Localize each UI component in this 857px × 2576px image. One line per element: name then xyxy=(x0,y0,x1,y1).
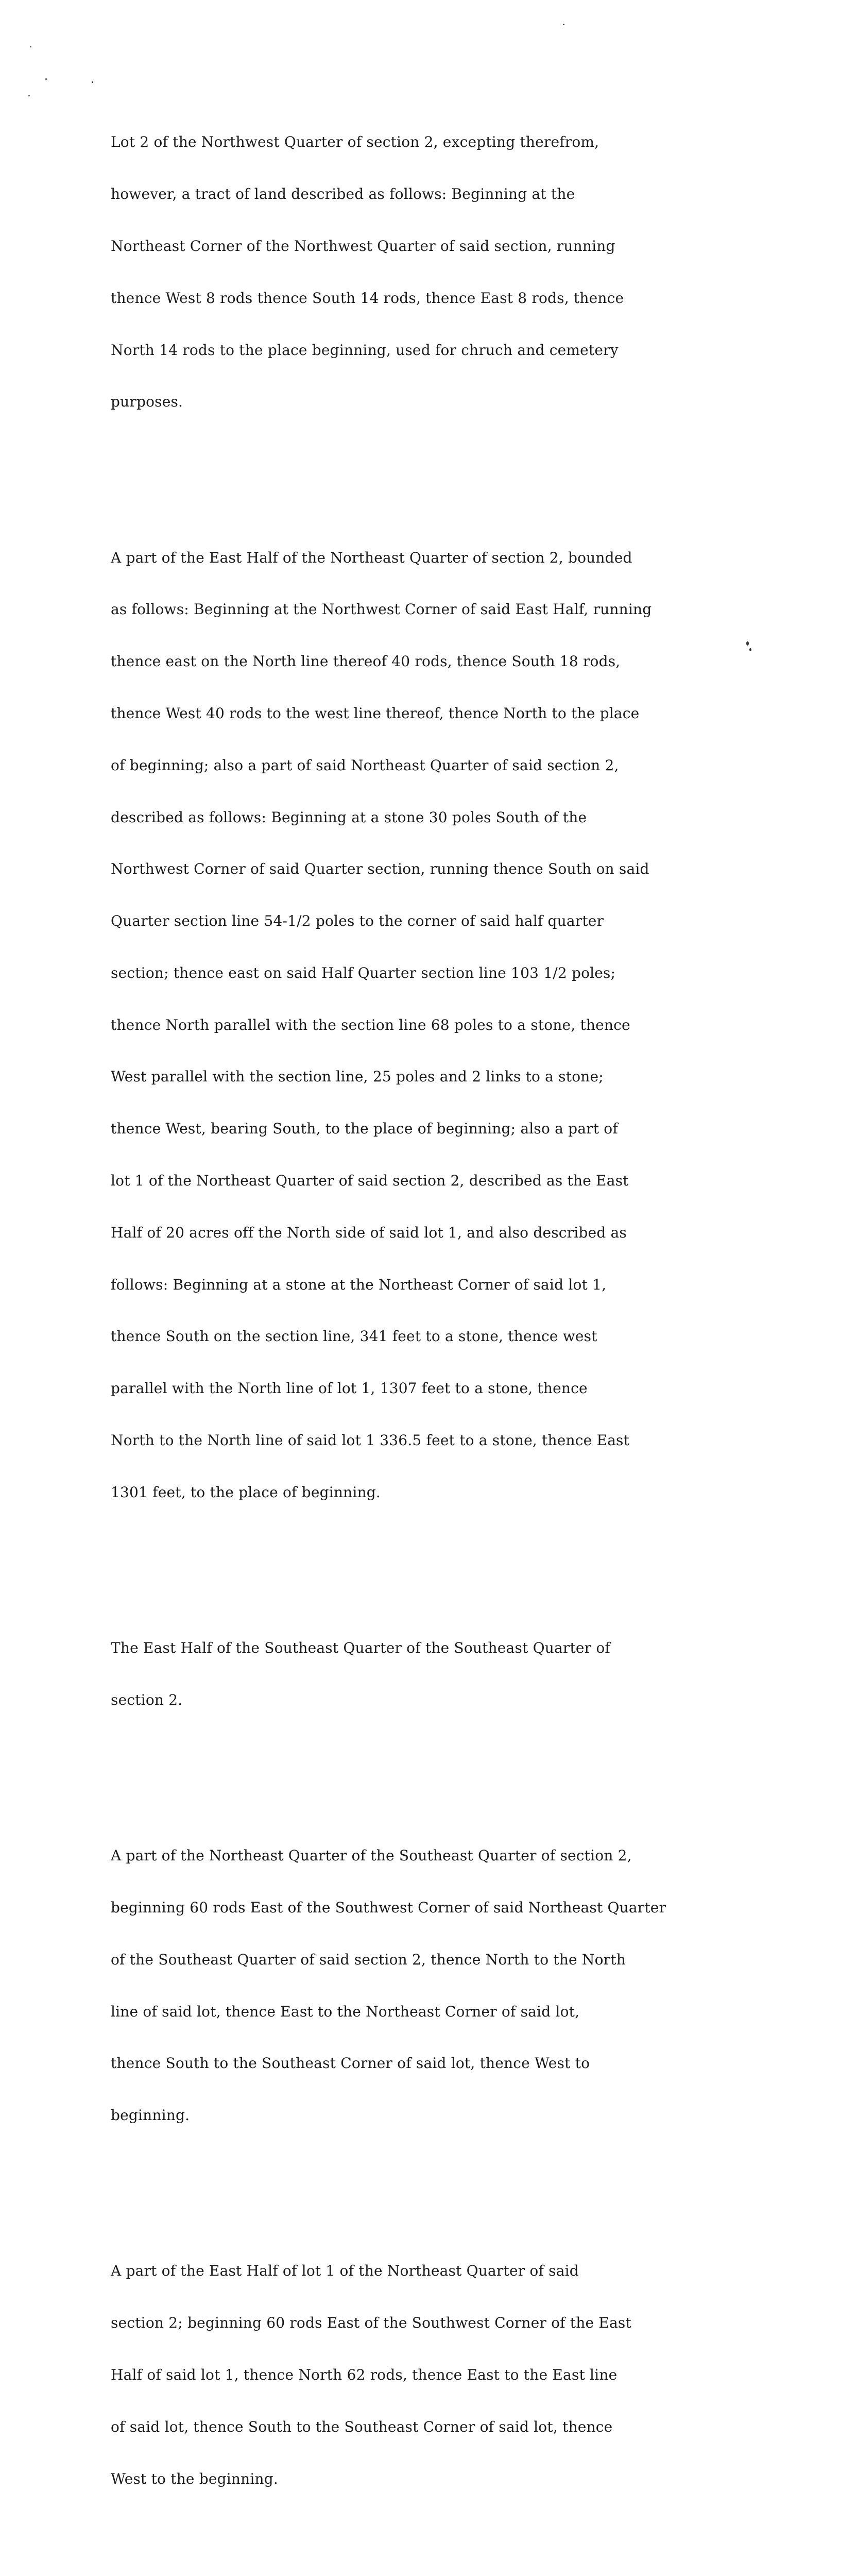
scan-speck xyxy=(92,81,93,83)
text-line: Northeast Corner of the Northwest Quarter of said section, running xyxy=(111,237,615,255)
text-line: North to the North line of said lot 1 336.5 feet to a stone, thence East xyxy=(111,1431,630,1449)
text-line: The East Half of the Southeast Quarter of the Southeast Quarter of xyxy=(111,1639,610,1657)
text-line: Half of 20 acres off the North side of said lot 1, and also described as xyxy=(111,1224,627,1241)
text-line: beginning. xyxy=(111,2107,190,2124)
text-line: Quarter section line 54-1/2 poles to the corner of said half quarter xyxy=(111,912,604,930)
text-line: Lot 2 of the Northwest Quarter of section 2, excepting therefrom, xyxy=(111,133,599,151)
text-line: beginning 60 rods East of the Southwest Corner of said Northeast Quarter xyxy=(111,1899,666,1916)
scan-speck xyxy=(30,46,31,47)
text-line: thence east on the North line thereof 40 rods, thence South 18 rods, xyxy=(111,653,621,670)
paragraph-ne-of-se-quarter xyxy=(111,1812,780,2159)
text-line: described as follows: Beginning at a stone 30 poles South of the xyxy=(111,808,587,826)
text-line: thence West 40 rods to the west line thereof, thence North to the place xyxy=(111,704,640,722)
text-line: thence North parallel with the section line 68 poles to a stone, thence xyxy=(111,1016,630,1033)
text-line: line of said lot, thence East to the Northeast Corner of said lot, xyxy=(111,2003,580,2020)
text-line: North 14 rods to the place beginning, used for chruch and cemetery xyxy=(111,341,619,359)
text-line: of beginning; also a part of said Northeast Quarter of said section 2, xyxy=(111,756,619,774)
paragraph-southeast-quarter xyxy=(111,1605,780,1743)
text-line: A part of the Northeast Quarter of the Southeast Quarter of section 2, xyxy=(111,1847,632,1865)
text-line: of the Southeast Quarter of said section 2, thence North to the North xyxy=(111,1951,626,1968)
text-line: thence South to the Southeast Corner of said lot, thence West to xyxy=(111,2055,590,2072)
text-line: however, a tract of land described as follows: Beginning at the xyxy=(111,185,575,203)
scan-speck xyxy=(563,24,564,25)
paragraph-east-half-northeast xyxy=(111,514,780,1535)
text-line: West parallel with the section line, 25 poles and 2 links to a stone; xyxy=(111,1068,604,1086)
text-line: parallel with the North line of lot 1, 1307 feet to a stone, thence xyxy=(111,1380,588,1397)
text-line: as follows: Beginning at the Northwest Corner of said East Half, running xyxy=(111,601,652,618)
text-line: A part of the East Half of the Northeast Quarter of section 2, bounded xyxy=(111,549,632,566)
text-line: Northwest Corner of said Quarter section, running thence South on said xyxy=(111,860,649,878)
paragraph-east-half-lot-1 xyxy=(111,2228,780,2522)
text-line: thence West, bearing South, to the place of beginning; also a part of xyxy=(111,1120,618,1138)
text-line: of said lot, thence South to the Southeast Corner of said lot, thence xyxy=(111,2418,613,2435)
text-line: purposes. xyxy=(111,393,183,411)
legal-description-text xyxy=(111,64,780,2576)
text-line: thence South on the section line, 341 feet to a stone, thence west xyxy=(111,1328,597,1345)
text-line: thence West 8 rods thence South 14 rods, thence East 8 rods, thence xyxy=(111,289,624,307)
text-line: West to the beginning. xyxy=(111,2470,279,2487)
text-line: section 2; beginning 60 rods East of the Southwest Corner of the East xyxy=(111,2314,631,2332)
text-line: lot 1 of the Northeast Quarter of said section 2, described as the East xyxy=(111,1172,629,1189)
text-line: section 2. xyxy=(111,1691,183,1708)
paragraph-lot-2 xyxy=(111,99,780,445)
text-line: section; thence east on said Half Quarter section line 103 1/2 poles; xyxy=(111,964,616,981)
scan-speck xyxy=(45,78,47,80)
text-line: 1301 feet, to the place of beginning. xyxy=(111,1483,381,1501)
text-line: follows: Beginning at a stone at the Northeast Corner of said lot 1, xyxy=(111,1276,607,1293)
text-line: Half of said lot 1, thence North 62 rods, thence East to the East line xyxy=(111,2366,618,2383)
scan-speck xyxy=(28,95,30,96)
text-line: A part of the East Half of lot 1 of the Northeast Quarter of said xyxy=(111,2262,579,2280)
